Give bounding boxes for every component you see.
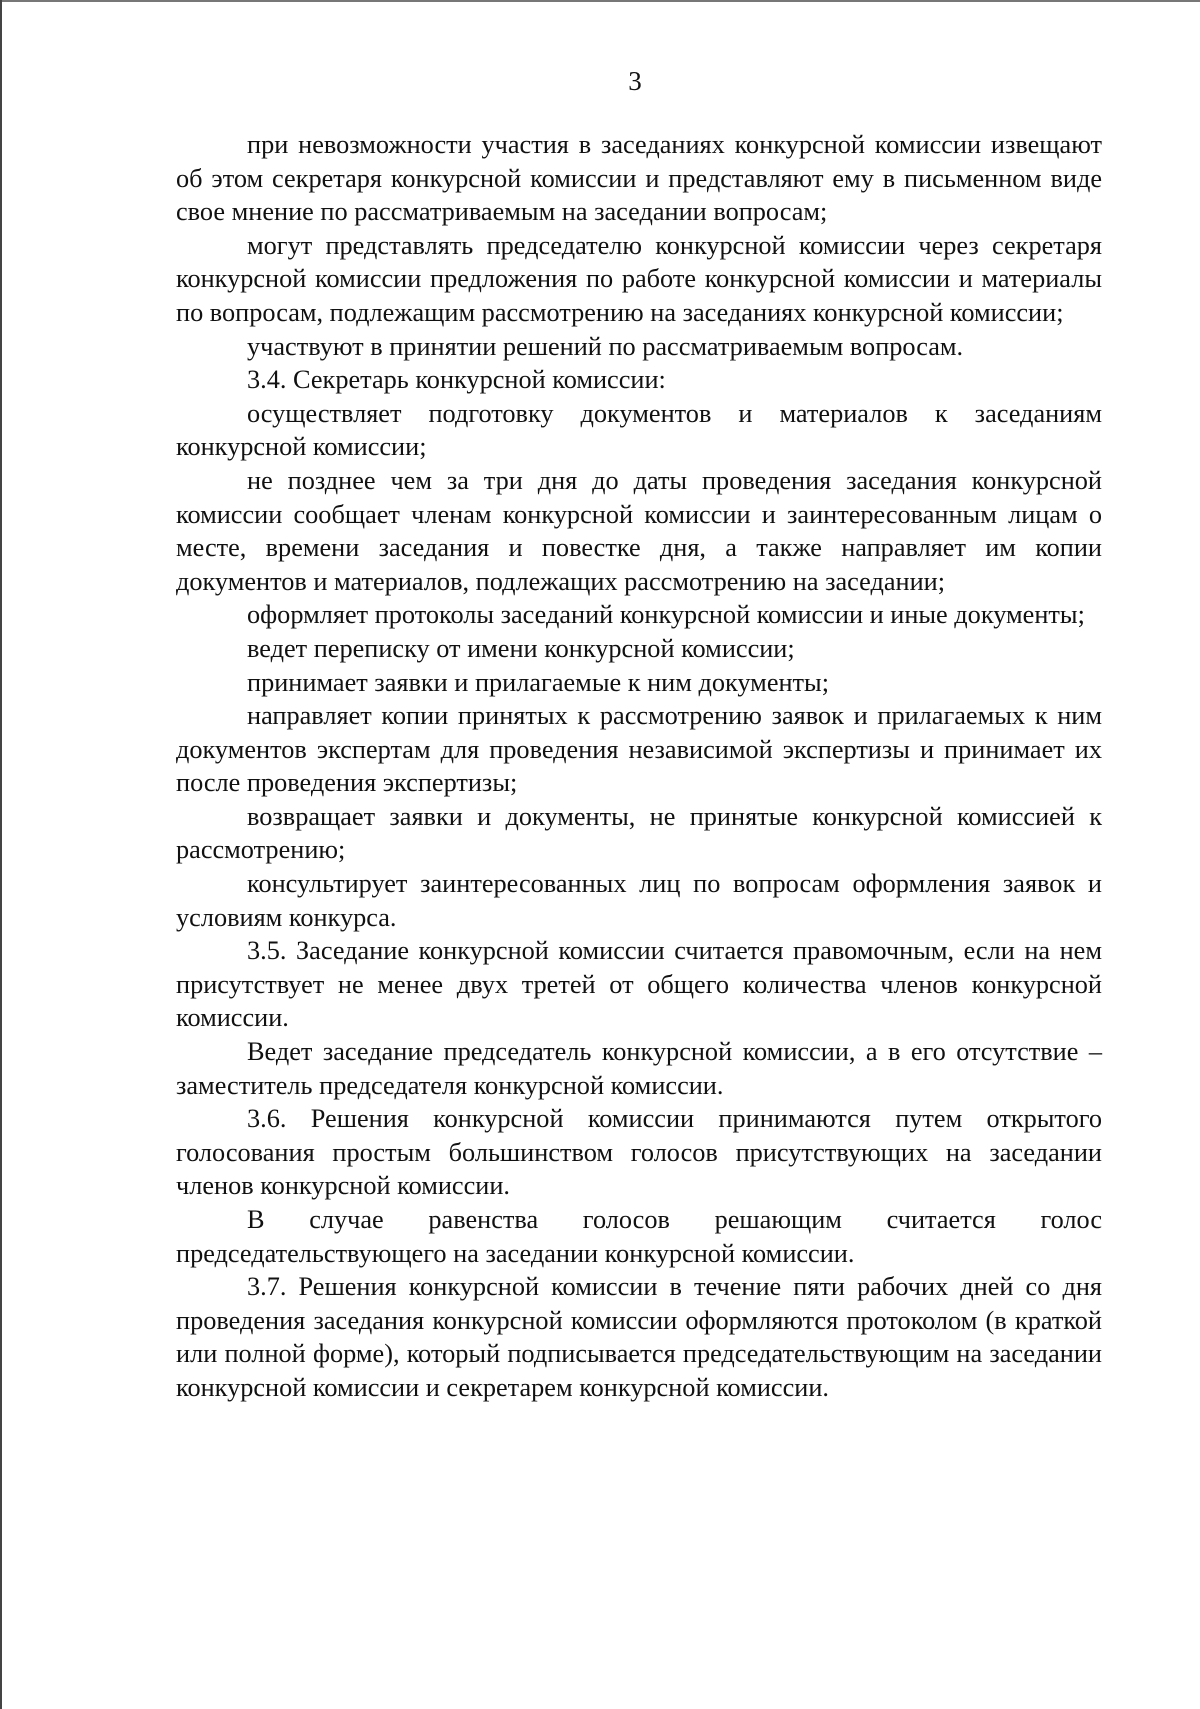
paragraph: возвращает заявки и документы, не принятые конкурсной комиссией к рассмотрению; (176, 801, 1102, 865)
paragraph: консультирует заинтересованных лиц по вопросам оформления заявок и условиям конкурса. (176, 869, 1102, 932)
paragraph: 3.6. Решения конкурсной комиссии принимаются путем открытого голосования простым большинством голосов присутствующих на заседании членов конкурсной комиссии. (176, 1104, 1102, 1201)
paragraph: 3.5. Заседание конкурсной комиссии считается правомочным, если на нем присутствует не менее двух третей от общего количества членов конкурсной комиссии. (176, 936, 1102, 1033)
paragraph: 3.7. Решения конкурсной комиссии в течение пяти рабочих дней со дня проведения заседания конкурсной комиссии оформляются протоколом (в краткой или полной форме), который подписывается председательствующим на заседании конкурсной комиссии и секретарем конкурсной комиссии. (176, 1272, 1102, 1402)
paragraph: направляет копии принятых к рассмотрению заявок и прилагаемых к ним документов экспертам для проведения независимой экспертизы и принимает их после проведения экспертизы; (176, 701, 1102, 798)
paragraph: ведет переписку от имени конкурсной комиссии; (247, 633, 795, 663)
document-body (176, 128, 1102, 1405)
paragraph: принимает заявки и прилагаемые к ним документы; (247, 667, 830, 697)
paragraph: не позднее чем за три дня до даты проведения заседания конкурсной комиссии сообщает членам конкурсной комиссии и заинтересованным лицам о месте, времени заседания и повестке дня, а также направляет им копии документов и материалов, подлежащих рассмотрению на заседании; (176, 465, 1102, 596)
paragraph: могут представлять председателю конкурсной комиссии через секретаря конкурсной комиссии предложения по работе конкурсной комиссии и материалы по вопросам, подлежащим рассмотрению на заседаниях конкурсной комиссии; (176, 230, 1102, 327)
paragraph: участвуют в принятии решений по рассматриваемым вопросам. (247, 331, 964, 361)
section-heading: 3.4. Секретарь конкурсной комиссии: (247, 365, 666, 395)
paragraph: оформляет протоколы заседаний конкурсной комиссии и иные документы; (247, 600, 1085, 630)
paragraph: В случае равенства голосов решающим считается голос председательствующего на заседании конкурсной комиссии. (176, 1205, 1102, 1268)
paragraph: Ведет заседание председатель конкурсной комиссии, а в его отсутствие – заместитель председателя конкурсной комиссии. (176, 1037, 1102, 1100)
scan-edge-top (0, 0, 1200, 2)
paragraph: при невозможности участия в заседаниях конкурсной комиссии извещают об этом секретаря конкурсной комиссии и представляют ему в письменном виде свое мнение по рассматриваемым на заседании вопросам; (176, 130, 1102, 227)
scan-edge-left (0, 0, 2, 1709)
paragraph: осуществляет подготовку документов и материалов к заседаниям конкурсной комиссии; (176, 398, 1102, 462)
page-number: 3 (628, 66, 642, 96)
